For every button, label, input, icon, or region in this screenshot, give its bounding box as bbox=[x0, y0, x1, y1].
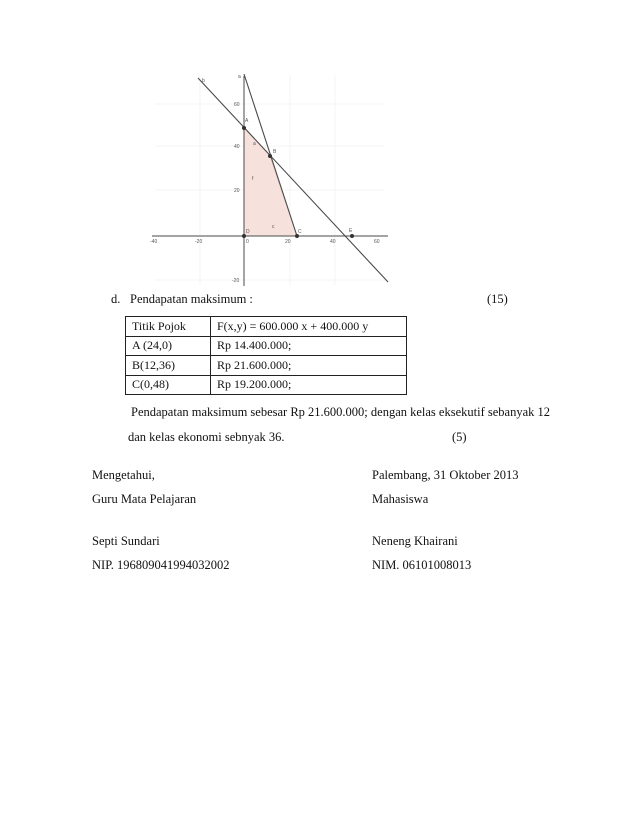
x-tick: 0 bbox=[246, 239, 249, 245]
table-header: F(x,y) = 600.000 x + 400.000 y bbox=[211, 317, 407, 337]
point-label-c: C bbox=[298, 229, 302, 235]
conclusion-line-1: Pendapatan maksimum sebesar Rp 21.600.000; dengan kelas eksekutif sebanyak 12 bbox=[131, 405, 551, 419]
y-tick: 40 bbox=[234, 144, 240, 150]
constraint-line-2 bbox=[198, 78, 388, 282]
x-tick: 40 bbox=[330, 239, 336, 245]
table-cell: A (24,0) bbox=[126, 336, 211, 356]
table-cell: Rp 21.600.000; bbox=[211, 356, 407, 376]
point-label-a: A bbox=[245, 118, 249, 124]
table-cell: Rp 14.400.000; bbox=[211, 336, 407, 356]
table-header-row bbox=[126, 317, 407, 337]
x-tick: -20 bbox=[195, 239, 203, 245]
conclusion-line-2: dan kelas ekonomi sebnyak 36. bbox=[128, 430, 285, 444]
y-tick: 60 bbox=[234, 102, 240, 108]
feasible-region bbox=[244, 128, 297, 236]
x-tick: -40 bbox=[150, 239, 158, 245]
table-cell: B(12,36) bbox=[126, 356, 211, 376]
point-label-d: D bbox=[246, 229, 250, 235]
table-row bbox=[126, 375, 407, 395]
table-row bbox=[126, 356, 407, 376]
sign-right-role: Mahasiswa bbox=[372, 492, 429, 506]
table-header: Titik Pojok bbox=[126, 317, 211, 337]
sign-left-label: Mengetahui, bbox=[92, 468, 155, 482]
point-label-e: E bbox=[349, 228, 353, 234]
y-axis-name: a bbox=[238, 74, 241, 80]
sign-right-place-date: Palembang, 31 Oktober 2013 bbox=[372, 468, 519, 482]
corner-point-table bbox=[125, 316, 407, 395]
x-tick: 20 bbox=[285, 239, 291, 245]
sign-left-role: Guru Mata Pelajaran bbox=[92, 492, 197, 506]
section-score: (15) bbox=[487, 292, 508, 306]
sign-right-name: Neneng Khairani bbox=[372, 534, 458, 548]
y-tick: -20 bbox=[232, 278, 240, 284]
sign-left-name: Septi Sundari bbox=[92, 534, 160, 548]
table-cell: Rp 19.200.000; bbox=[211, 375, 407, 395]
conclusion-score: (5) bbox=[452, 430, 467, 444]
point-b bbox=[268, 154, 272, 158]
sign-right-id: NIM. 06101008013 bbox=[372, 558, 472, 572]
point-e bbox=[350, 234, 354, 238]
sign-left-id: NIP. 196809041994032002 bbox=[92, 558, 230, 572]
point-label-b: B bbox=[273, 149, 277, 155]
section-title: Pendapatan maksimum : bbox=[130, 292, 253, 306]
line-label: b bbox=[202, 78, 205, 84]
y-tick: 20 bbox=[234, 188, 240, 194]
region-label-1: a bbox=[253, 141, 256, 147]
x-tick: 60 bbox=[374, 239, 380, 245]
table-row bbox=[126, 336, 407, 356]
table-cell: C(0,48) bbox=[126, 375, 211, 395]
region-label-3: c bbox=[272, 224, 275, 230]
feasible-region-graph bbox=[140, 70, 390, 288]
point-a bbox=[242, 126, 246, 130]
region-label-2: f bbox=[252, 176, 254, 182]
section-marker: d. bbox=[111, 292, 121, 306]
